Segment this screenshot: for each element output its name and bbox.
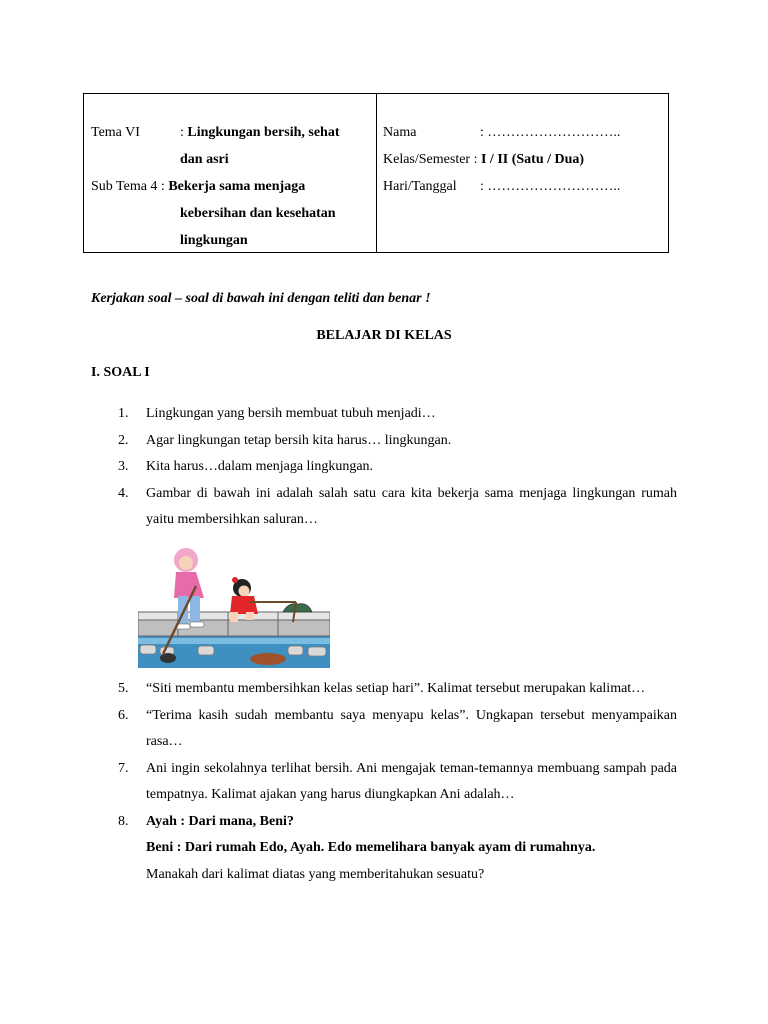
- question-number: 2.: [118, 432, 129, 448]
- question-item: [118, 676, 677, 703]
- question-item: [118, 454, 677, 481]
- drain-ripple: [138, 638, 330, 644]
- question-item: [118, 809, 677, 889]
- tema-sep: :: [180, 125, 184, 140]
- question-text: Agar lingkungan tetap bersih kita harus… lingkungan.: [146, 432, 452, 448]
- question-list-2: [118, 676, 677, 888]
- tema-label: Tema VI: [91, 125, 140, 140]
- question-text: [146, 809, 677, 889]
- tema-value-cont: dan asri: [180, 152, 229, 167]
- question-item: [118, 481, 677, 534]
- question-number: 5.: [118, 681, 129, 696]
- question-number: 1.: [118, 406, 129, 421]
- subtema-label: Sub Tema 4 :: [91, 179, 165, 194]
- question-number: 7.: [118, 760, 129, 776]
- trash-pile-icon: [283, 604, 312, 612]
- header-left-cell: [84, 94, 377, 252]
- question-text: “Terima kasih sudah membantu saya menyapu kelas”. Ungkapan tersebut menyampaikan rasa…: [146, 707, 677, 749]
- question-number: 3.: [118, 459, 129, 474]
- instruction-text: Kerjakan soal – soal di bawah ini dengan teliti dan benar !: [91, 291, 431, 306]
- hari-label: Hari/Tanggal: [383, 179, 457, 194]
- question-number: 8.: [118, 813, 129, 829]
- cleaning-drain-illustration: [138, 546, 330, 668]
- dialog-line-beni: Beni : Dari rumah Edo, Ayah. Edo memelihara banyak ayam di rumahnya.: [146, 840, 596, 855]
- soal-heading: I. SOAL I: [91, 365, 150, 380]
- question-prompt: Manakah dari kalimat diatas yang memberitahukan sesuatu?: [146, 866, 485, 882]
- tema-value: Lingkungan bersih, sehat: [187, 125, 340, 140]
- question-text: Kita harus…dalam menjaga lingkungan.: [146, 459, 374, 474]
- question-number: 6.: [118, 707, 129, 723]
- question-item: [118, 703, 677, 756]
- subtema-value: Bekerja sama menjaga: [168, 179, 306, 194]
- question-item: [118, 401, 677, 428]
- subtema-value-cont-1: kebersihan dan kesehatan: [180, 206, 336, 221]
- section-title: BELAJAR DI KELAS: [316, 328, 452, 343]
- sidewalk: [138, 620, 330, 636]
- question-list-1: [118, 401, 677, 534]
- question-item: [118, 756, 677, 809]
- question-number: 4.: [118, 485, 129, 501]
- question-item: [118, 428, 677, 455]
- hari-value: : ………………………..: [480, 179, 621, 194]
- kelas-label: Kelas/Semester :: [383, 152, 478, 167]
- trash-icon: [160, 653, 176, 663]
- question-text: Lingkungan yang bersih membuat tubuh menjadi…: [146, 406, 436, 421]
- question-text: Ani ingin sekolahnya terlihat bersih. Ani mengajak teman-temannya membuang sampah pada tempatnya. Kalimat ajakan yang harus diungkapkan Ani adalah…: [146, 760, 677, 802]
- subtema-value-cont-2: lingkungan: [180, 233, 248, 248]
- kelas-value: I / II (Satu / Dua): [480, 152, 585, 167]
- question-text: “Siti membantu membersihkan kelas setiap hari”. Kalimat tersebut merupakan kalimat…: [146, 681, 646, 696]
- header-table: [83, 93, 669, 253]
- dialog-line-ayah: Ayah : Dari mana, Beni?: [146, 813, 294, 829]
- nama-value: : ………………………..: [480, 125, 621, 140]
- question-text: Gambar di bawah ini adalah salah satu cara kita bekerja sama menjaga lingkungan rumah yaitu membersihkan saluran…: [146, 485, 677, 527]
- nama-label: Nama: [383, 125, 417, 140]
- header-right-cell: [377, 94, 668, 252]
- trash-bag-icon: [250, 653, 286, 665]
